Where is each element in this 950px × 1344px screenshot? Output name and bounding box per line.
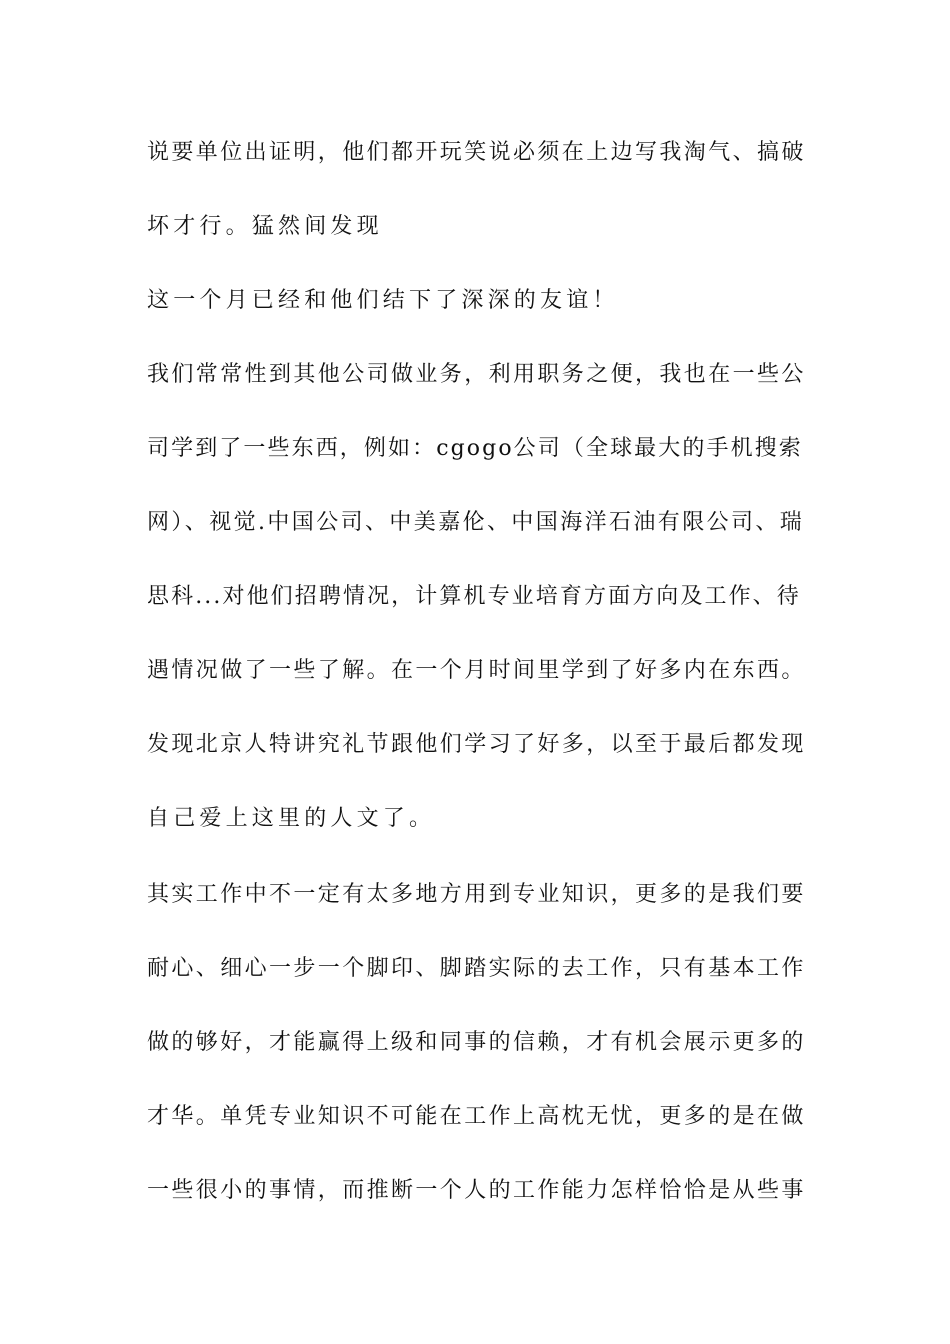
- text-line: 做的够好，才能赢得上级和同事的信赖，才有机会展示更多的: [147, 1030, 806, 1055]
- text-line: 这一个月已经和他们结下了深深的友谊！: [147, 288, 619, 313]
- text-line: 一些很小的事情，而推断一个人的工作能力怎样恰恰是从些事: [147, 1178, 806, 1203]
- text-line: 我们常常性到其他公司做业务，利用职务之便，我也在一些公: [147, 362, 806, 387]
- text-line: 遇情况做了一些了解。在一个月时间里学到了好多内在东西。: [147, 658, 806, 683]
- text-line: 网）、视觉.中国公司、中美嘉伦、中国海洋石油有限公司、瑞: [147, 510, 805, 535]
- text-line: 发现北京人特讲究礼节跟他们学习了好多，以至于最后都发现: [147, 732, 806, 757]
- text-line: 才华。单凭专业知识不可能在工作上高枕无忧，更多的是在做: [147, 1104, 806, 1129]
- text-line: 思科...对他们招聘情况，计算机专业培育方面方向及工作、待: [147, 584, 801, 609]
- text-line: 其实工作中不一定有太多地方用到专业知识，更多的是我们要: [147, 882, 806, 907]
- text-line: 坏才行。猛然间发现: [147, 214, 383, 239]
- text-line: 自己爱上这里的人文了。: [147, 806, 436, 831]
- text-line: 耐心、细心一步一个脚印、脚踏实际的去工作，只有基本工作: [147, 956, 806, 981]
- text-line: 司学到了一些东西，例如：cgogo公司（全球最大的手机搜索: [147, 436, 803, 461]
- text-line: 说要单位出证明，他们都开玩笑说必须在上边写我淘气、搞破: [147, 140, 806, 165]
